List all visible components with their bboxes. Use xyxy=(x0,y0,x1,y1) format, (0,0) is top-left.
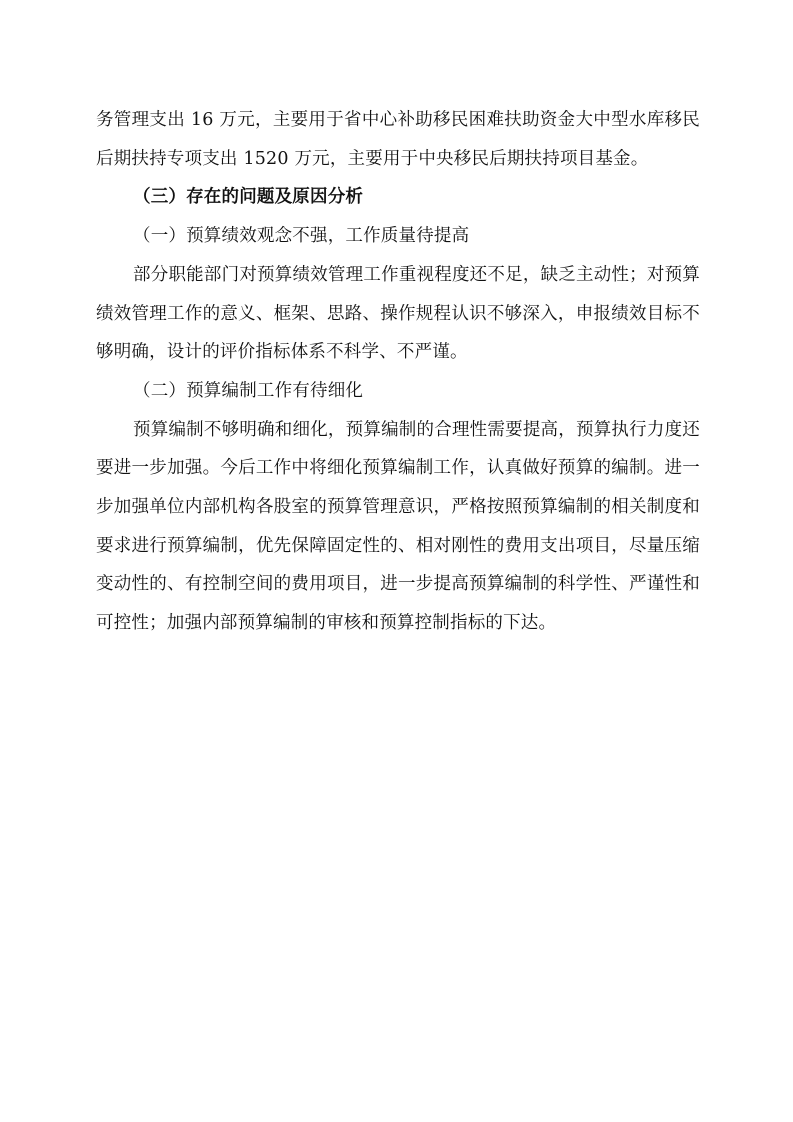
subsection-2-title: （二）预算编制工作有待细化 xyxy=(133,380,364,401)
document-page xyxy=(96,101,700,643)
subsection-2-body: 预算编制不够明确和细化，预算编制的合理性需要提高，预算执行力度还要进一步加强。今后工作中将细化预算编制工作，认真做好预算的编制。进一步加强单位内部机构各股室的预算管理意识，严格按照预算编制的相关制度和要求进行预算编制，优先保障固定性的、相对刚性的费用支出项目，尽量压缩变动性的、有控制空间的费用项目，进一步提高预算编制的科学性、严谨性和可控性；加强内部预算编制的审核和预算控制指标的下达。 xyxy=(96,419,700,634)
section-heading: （三）存在的问题及原因分析 xyxy=(133,187,364,208)
subsection-1-title: （一）预算绩效观念不强，工作质量待提高 xyxy=(133,226,470,247)
subsection-1-body: 部分职能部门对预算绩效管理工作重视程度还不足，缺乏主动性；对预算绩效管理工作的意义、框架、思路、操作规程认识不够深入，申报绩效目标不够明确，设计的评价指标体系不科学、不严谨。 xyxy=(96,264,700,363)
intro-paragraph: 务管理支出 16 万元，主要用于省中心补助移民困难扶助资金大中型水库移民后期扶持专项支出 1520 万元，主要用于中央移民后期扶持项目基金。 xyxy=(96,110,700,169)
